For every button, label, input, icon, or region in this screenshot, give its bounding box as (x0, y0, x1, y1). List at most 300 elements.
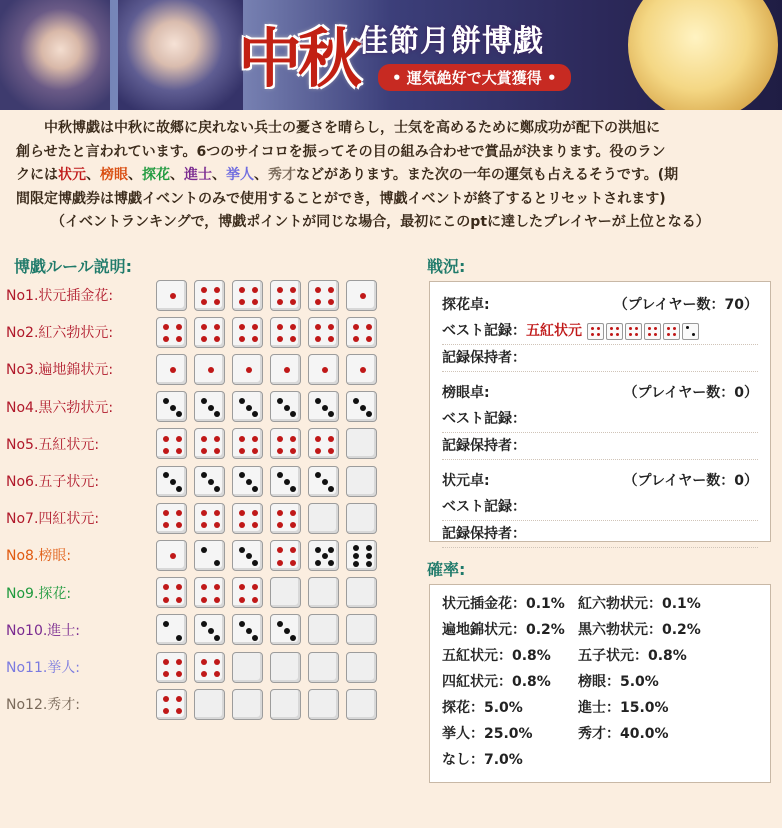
die-pip (252, 324, 258, 330)
dice-combination (156, 503, 377, 534)
table-name: 状元卓: (442, 473, 490, 489)
die-face-3 (156, 391, 187, 422)
die-pip (252, 448, 258, 454)
die-face-4 (606, 323, 623, 340)
die-pip (654, 327, 657, 330)
die-pip (246, 479, 252, 485)
empty-die-slot (346, 614, 377, 645)
die-pip (163, 336, 169, 342)
die-pip (667, 333, 670, 336)
die-face-4 (308, 317, 339, 348)
die-pip (163, 708, 169, 714)
die-pip (176, 436, 182, 442)
record-holder (442, 345, 758, 372)
dice-combination (156, 540, 377, 571)
die-pip (284, 367, 290, 373)
rank-kyojin: 挙人 (226, 167, 254, 183)
die-pip (252, 336, 258, 342)
die-pip (290, 547, 296, 553)
die-face-1 (194, 354, 225, 385)
die-face-4 (156, 428, 187, 459)
empty-die-slot (270, 577, 301, 608)
record-holder (442, 433, 758, 460)
probability-row (442, 721, 758, 747)
die-face-4 (156, 652, 187, 683)
die-face-3 (232, 466, 263, 497)
die-pip (290, 299, 296, 305)
die-pip (315, 398, 321, 404)
die-face-3 (308, 466, 339, 497)
die-pip (208, 628, 214, 634)
die-face-3 (156, 466, 187, 497)
die-pip (176, 448, 182, 454)
die-face-1 (232, 354, 263, 385)
die-pip (315, 336, 321, 342)
empty-die-slot (346, 689, 377, 720)
die-pip (163, 671, 169, 677)
die-pip (170, 405, 176, 411)
die-pip (208, 479, 214, 485)
rule-label: No2.紅六勃状元: (6, 325, 114, 342)
die-pip (214, 299, 220, 305)
die-face-3 (232, 614, 263, 645)
record-holder-label: 記録保持者： (442, 350, 526, 366)
die-face-4 (625, 323, 642, 340)
rank-shinshi: 進士 (184, 167, 212, 183)
empty-die-slot (308, 689, 339, 720)
die-pip (328, 299, 334, 305)
die-pip (290, 560, 296, 566)
die-pip (214, 659, 220, 665)
die-face-4 (232, 317, 263, 348)
die-pip (246, 553, 252, 559)
die-pip (277, 522, 283, 528)
table-header (442, 468, 758, 494)
banner-title: 中秋 (238, 22, 358, 97)
die-pip (360, 293, 366, 299)
record-holder-label: 記録保持者： (442, 526, 526, 542)
die-pip (277, 560, 283, 566)
die-pip (290, 486, 296, 492)
rule-label: No3.遍地錦状元: (6, 362, 114, 379)
probability-entry: 遍地錦状元：0.2% (442, 622, 565, 638)
intro-line: 創らせたと言われています。6つのサイコロを振ってその目の組み合わせで賞品が決まります。役のラン (16, 143, 666, 160)
die-pip (629, 333, 632, 336)
die-pip (201, 671, 207, 677)
best-record-label: ベスト記録： (442, 411, 526, 427)
die-face-4 (156, 503, 187, 534)
probability-entry: 紅六勃状元：0.1% (578, 596, 701, 612)
empty-die-slot (308, 503, 339, 534)
probability-entry: 黒六勃状元：0.2% (578, 622, 701, 638)
die-face-4 (232, 280, 263, 311)
die-face-3 (232, 540, 263, 571)
die-pip (214, 336, 220, 342)
rule-row (6, 614, 377, 646)
die-face-4 (308, 280, 339, 311)
die-face-2 (156, 614, 187, 645)
die-pip (277, 336, 283, 342)
die-pip (353, 561, 359, 567)
best-record (442, 494, 758, 521)
die-face-4 (587, 323, 604, 340)
status-title: 戦況: (427, 257, 466, 276)
die-pip (214, 560, 220, 566)
die-pip (610, 333, 613, 336)
die-pip (328, 448, 334, 454)
die-face-4 (232, 577, 263, 608)
die-pip (591, 333, 594, 336)
die-pip (176, 486, 182, 492)
die-pip (246, 405, 252, 411)
rule-row (6, 651, 377, 683)
intro-line: 中秋博戯は中秋に故郷に戻れない兵士の憂さを晴らし，士気を高めるために鄭成功が配下の洪旭に (44, 120, 660, 136)
die-pip (176, 411, 182, 417)
die-pip (201, 522, 207, 528)
die-face-3 (270, 391, 301, 422)
die-pip (322, 479, 328, 485)
die-pip (170, 293, 176, 299)
die-pip (214, 448, 220, 454)
empty-die-slot (346, 577, 377, 608)
rule-row (6, 353, 377, 385)
die-pip (239, 584, 245, 590)
die-pip (239, 398, 245, 404)
die-pip (239, 324, 245, 330)
die-pip (597, 327, 600, 330)
die-pip (201, 659, 207, 665)
die-pip (315, 547, 321, 553)
die-face-3 (270, 466, 301, 497)
die-face-4 (194, 428, 225, 459)
die-face-4 (194, 280, 225, 311)
die-pip (315, 287, 321, 293)
die-pip (315, 299, 321, 305)
table-name: 探花卓: (442, 297, 490, 313)
die-pip (290, 324, 296, 330)
empty-die-slot (232, 689, 263, 720)
die-pip (277, 472, 283, 478)
die-pip (252, 522, 258, 528)
die-pip (201, 324, 207, 330)
die-pip (290, 510, 296, 516)
die-pip (239, 597, 245, 603)
die-face-4 (346, 317, 377, 348)
dice-combination (156, 652, 377, 683)
die-pip (616, 333, 619, 336)
die-pip (591, 327, 594, 330)
die-pip (277, 547, 283, 553)
die-pip (328, 436, 334, 442)
die-face-1 (346, 280, 377, 311)
die-pip (322, 367, 328, 373)
die-pip (163, 659, 169, 665)
rule-row (6, 688, 377, 720)
die-face-3 (232, 391, 263, 422)
empty-die-slot (308, 614, 339, 645)
intro-note: （イベントランキングで，博戯ポイントが同じな場合，最初にこのptに達したプレイヤーが上位となる） (51, 214, 710, 230)
empty-die-slot (308, 652, 339, 683)
table-name: 榜眼卓: (442, 385, 490, 401)
heroine-portrait (0, 0, 110, 110)
table-header (442, 380, 758, 406)
rank-tanka: 探花 (142, 167, 170, 183)
die-face-4 (232, 428, 263, 459)
die-pip (284, 628, 290, 634)
probability-entry: 状元插金花：0.1% (442, 596, 565, 612)
die-face-2 (682, 323, 699, 340)
intro-line: クには状元、榜眼、探花、進士、挙人、秀才などがあります。また次の一年の運気も占えるそうです。(期 (16, 167, 679, 183)
die-pip (648, 327, 651, 330)
status-panel (429, 281, 771, 542)
die-pip (277, 398, 283, 404)
die-pip (315, 436, 321, 442)
rule-label: No12.秀才: (6, 697, 81, 714)
die-pip (252, 299, 258, 305)
dice-combination (156, 466, 377, 497)
rule-row (6, 465, 377, 497)
die-pip (239, 547, 245, 553)
die-pip (290, 336, 296, 342)
die-pip (239, 287, 245, 293)
die-face-4 (270, 317, 301, 348)
banner-tagline: • 運気絶好で大賞獲得 • (378, 64, 571, 91)
die-face-4 (232, 503, 263, 534)
die-pip (353, 398, 359, 404)
die-pip (353, 324, 359, 330)
die-pip (201, 472, 207, 478)
die-pip (201, 287, 207, 293)
die-pip (290, 635, 296, 641)
die-pip (214, 287, 220, 293)
die-pip (252, 560, 258, 566)
full-moon-image (628, 0, 778, 110)
die-pip (692, 333, 695, 336)
die-pip (366, 411, 372, 417)
probability-entry: 四紅状元：0.8% (442, 674, 551, 690)
die-pip (629, 327, 632, 330)
rule-label: No1.状元插金花: (6, 288, 114, 304)
die-pip (246, 367, 252, 373)
die-pip (201, 597, 207, 603)
empty-die-slot (194, 689, 225, 720)
die-pip (239, 621, 245, 627)
die-pip (201, 584, 207, 590)
die-pip (315, 560, 321, 566)
die-pip (322, 553, 328, 559)
intro-line: 間限定博戯券は博戯イベントのみで使用することができ，博戯イベントが終了するとリセットされます) (16, 190, 666, 207)
rule-label: No6.五子状元: (6, 474, 100, 490)
dice-combination (156, 280, 377, 311)
die-pip (252, 436, 258, 442)
probability-entry: 榜眼：5.0% (578, 674, 659, 690)
die-pip (214, 522, 220, 528)
die-pip (176, 584, 182, 590)
empty-die-slot (346, 652, 377, 683)
die-pip (214, 486, 220, 492)
empty-die-slot (270, 689, 301, 720)
die-pip (360, 367, 366, 373)
die-pip (353, 553, 359, 559)
empty-die-slot (308, 577, 339, 608)
banner-subtitle: 佳節月餅博戯 (358, 24, 544, 59)
die-pip (277, 621, 283, 627)
dice-combination (156, 317, 377, 348)
die-pip (201, 510, 207, 516)
die-pip (176, 671, 182, 677)
probability-row (442, 669, 758, 695)
empty-die-slot (346, 428, 377, 459)
die-face-3 (194, 391, 225, 422)
die-pip (176, 597, 182, 603)
die-face-6 (346, 540, 377, 571)
record-holder (442, 521, 758, 548)
table-header (442, 292, 758, 318)
die-pip (252, 597, 258, 603)
die-pip (176, 522, 182, 528)
die-pip (635, 333, 638, 336)
rule-label: No5.五紅状元: (6, 436, 100, 453)
die-pip (214, 510, 220, 516)
best-record-value: 五紅状元 (526, 323, 582, 339)
die-pip (366, 553, 372, 559)
best-record-label: ベスト記録： (442, 499, 526, 515)
die-pip (170, 553, 176, 559)
die-face-3 (194, 466, 225, 497)
probability-row (442, 747, 758, 773)
rule-row (6, 539, 377, 571)
die-pip (277, 299, 283, 305)
probability-row (442, 695, 758, 721)
rules-title: 博戯ルール説明: (14, 257, 133, 276)
probability-entry: 挙人：25.0% (442, 726, 533, 742)
dice-combination (156, 614, 377, 645)
player-count: （プレイヤー数：0） (623, 385, 758, 401)
probability-panel (429, 584, 771, 783)
event-description (16, 117, 768, 235)
rank-shusai: 秀才 (268, 167, 296, 183)
die-face-1 (270, 354, 301, 385)
die-pip (360, 405, 366, 411)
die-face-4 (194, 652, 225, 683)
die-face-1 (156, 280, 187, 311)
die-pip (284, 479, 290, 485)
die-pip (322, 405, 328, 411)
dice-combination (156, 428, 377, 459)
rule-row (6, 502, 377, 534)
die-face-4 (194, 317, 225, 348)
die-pip (163, 448, 169, 454)
die-pip (239, 448, 245, 454)
die-pip (597, 333, 600, 336)
die-face-3 (308, 391, 339, 422)
die-pip (366, 324, 372, 330)
die-pip (673, 327, 676, 330)
die-pip (201, 448, 207, 454)
die-face-2 (194, 540, 225, 571)
probability-entry: 進士：15.0% (578, 700, 669, 716)
die-pip (163, 696, 169, 702)
die-pip (163, 324, 169, 330)
player-count: （プレイヤー数：70） (613, 297, 758, 313)
die-face-4 (308, 428, 339, 459)
die-pip (610, 327, 613, 330)
die-pip (290, 287, 296, 293)
die-pip (277, 510, 283, 516)
die-pip (328, 287, 334, 293)
die-pip (201, 336, 207, 342)
die-face-4 (663, 323, 680, 340)
die-pip (246, 628, 252, 634)
die-pip (277, 436, 283, 442)
die-pip (328, 324, 334, 330)
die-pip (686, 326, 689, 329)
probability-entry: 五紅状元：0.8% (442, 648, 551, 664)
die-pip (163, 621, 169, 627)
die-face-4 (270, 428, 301, 459)
die-face-1 (156, 354, 187, 385)
die-pip (163, 584, 169, 590)
table-status (430, 468, 770, 548)
rule-row (6, 577, 377, 609)
die-pip (635, 327, 638, 330)
dice-combination (156, 391, 377, 422)
die-pip (315, 448, 321, 454)
probability-row (442, 591, 758, 617)
die-face-4 (156, 317, 187, 348)
rule-label: No9.探花: (6, 585, 72, 602)
die-pip (667, 327, 670, 330)
die-face-3 (194, 614, 225, 645)
die-pip (252, 510, 258, 516)
die-pip (673, 333, 676, 336)
rule-label: No10.進士: (6, 622, 81, 639)
rule-label: No8.榜眼: (6, 548, 72, 565)
die-pip (176, 336, 182, 342)
die-pip (214, 597, 220, 603)
rule-label: No7.四紅状元: (6, 511, 100, 528)
heroine-portrait-2 (118, 0, 243, 110)
die-pip (201, 547, 207, 553)
best-record-label: ベスト記録： (442, 323, 526, 339)
rule-row (6, 316, 377, 348)
die-pip (315, 324, 321, 330)
rank-bougan: 榜眼 (100, 167, 128, 183)
rule-row (6, 428, 377, 460)
die-pip (176, 659, 182, 665)
die-pip (176, 696, 182, 702)
die-pip (252, 584, 258, 590)
die-pip (315, 472, 321, 478)
rule-label: No4.黒六勃状元: (6, 399, 114, 416)
die-pip (277, 448, 283, 454)
die-pip (176, 510, 182, 516)
die-pip (163, 436, 169, 442)
rule-label: No11.挙人: (6, 660, 81, 676)
die-pip (328, 547, 334, 553)
die-pip (277, 324, 283, 330)
die-pip (366, 561, 372, 567)
die-pip (163, 398, 169, 404)
die-face-1 (308, 354, 339, 385)
best-record (442, 318, 758, 345)
die-pip (654, 333, 657, 336)
die-pip (208, 405, 214, 411)
die-pip (176, 708, 182, 714)
die-face-4 (270, 540, 301, 571)
die-pip (277, 287, 283, 293)
empty-die-slot (232, 652, 263, 683)
